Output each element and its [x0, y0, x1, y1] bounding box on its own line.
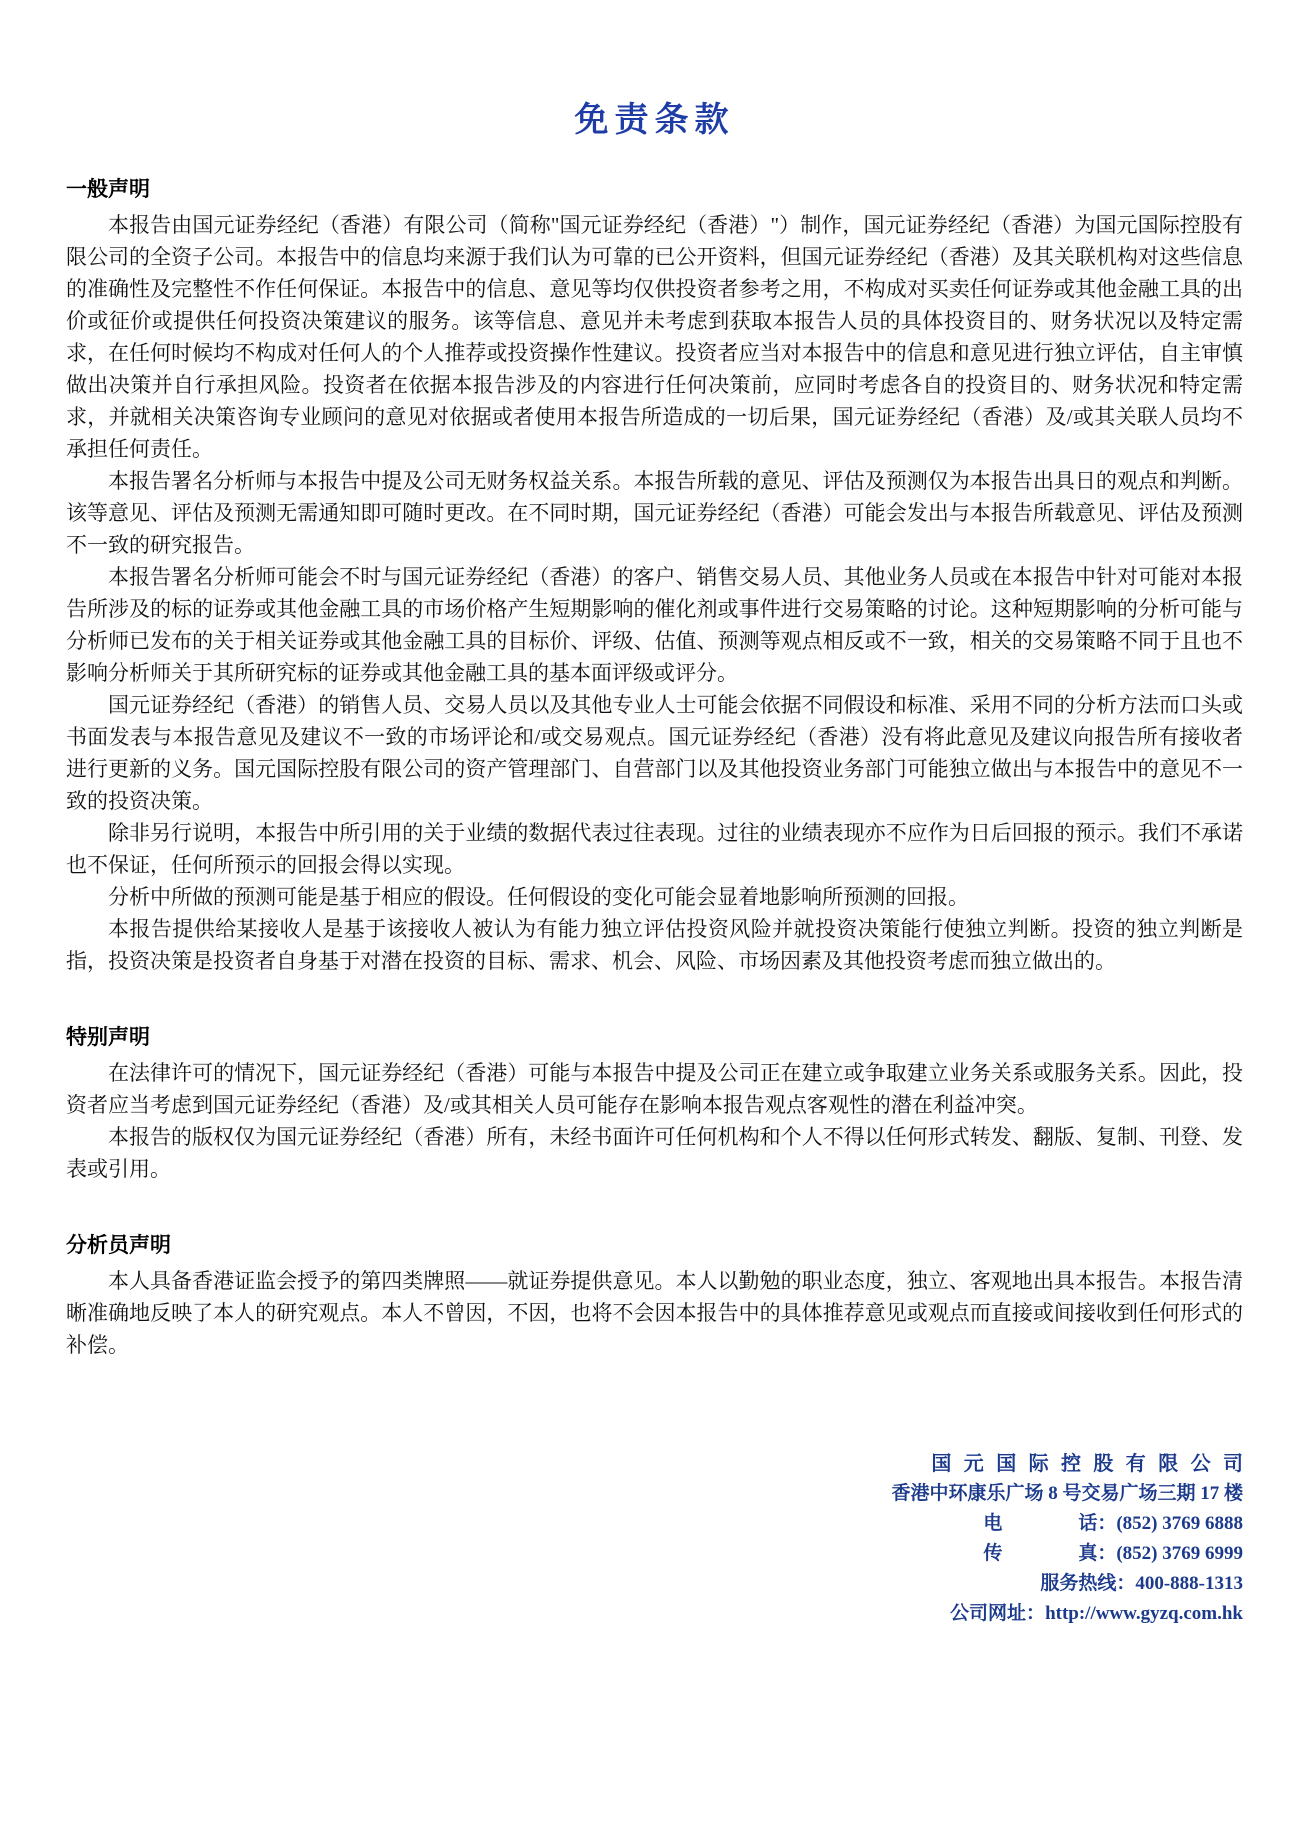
footer: [66, 1449, 1256, 1629]
footer-hotline-line: [66, 1569, 1243, 1599]
footer-company-name: 国元国际控股有限公司: [931, 1453, 1256, 1475]
footer-address: 香港中环康乐广场 8 号交易广场三期 17 楼: [891, 1483, 1243, 1504]
footer-fax-label: 传 真：: [983, 1543, 1117, 1564]
paragraph: 本人具备香港证监会授予的第四类牌照——就证券提供意见。本人以勤勉的职业态度，独立、客观地出具本报告。本报告清晰准确地反映了本人的研究观点。本人不曾因，不因，也将不会因本报告中的具体推荐意见或观点而直接或间接收到任何形式的补偿。: [66, 1269, 1243, 1357]
section-heading-special-statement: 特别声明: [66, 1025, 150, 1049]
section-heading-general-statement: 一般声明: [66, 177, 150, 201]
footer-website-label: 公司网址：: [950, 1603, 1046, 1624]
paragraph: 在法律许可的情况下，国元证券经纪（香港）可能与本报告中提及公司正在建立或争取建立业务关系或服务关系。因此，投资者应当考虑到国元证券经纪（香港）及/或其相关人员可能存在影响本报告观点客观性的潜在利益冲突。: [66, 1061, 1243, 1117]
footer-fax-number: (852) 3769 6999: [1116, 1543, 1243, 1564]
paragraph: 除非另行说明，本报告中所引用的关于业绩的数据代表过往表现。过往的业绩表现亦不应作为日后回报的预示。我们不承诺也不保证，任何所预示的回报会得以实现。: [66, 821, 1243, 877]
paragraph: 本报告的版权仅为国元证券经纪（香港）所有，未经书面许可任何机构和个人不得以任何形式转发、翻版、复制、刊登、发表或引用。: [66, 1125, 1243, 1181]
paragraph: 本报告署名分析师与本报告中提及公司无财务权益关系。本报告所载的意见、评估及预测仅为本报告出具日的观点和判断。该等意见、评估及预测无需通知即可随时更改。在不同时期，国元证券经纪（香港）可能会发出与本报告所载意见、评估及预测不一致的研究报告。: [66, 469, 1243, 557]
paragraph: 分析中所做的预测可能是基于相应的假设。任何假设的变化可能会显着地影响所预测的回报。: [108, 885, 969, 909]
footer-website-line: [66, 1599, 1243, 1629]
paragraph: 本报告提供给某接收人是基于该接收人被认为有能力独立评估投资风险并就投资决策能行使独立判断。投资的独立判断是指，投资决策是投资者自身基于对潜在投资的目标、需求、机会、风险、市场因素及其他投资考虑而独立做出的。: [66, 917, 1243, 973]
paragraph: 本报告由国元证券经纪（香港）有限公司（简称"国元证券经纪（香港）"）制作，国元证券经纪（香港）为国元国际控股有限公司的全资子公司。本报告中的信息均来源于我们认为可靠的已公开资料，但国元证券经纪（香港）及其关联机构对这些信息的准确性及完整性不作任何保证。本报告中的信息、意见等均仅供投资者参考之用，不构成对买卖任何证券或其他金融工具的出价或征价或提供任何投资决策建议的服务。该等信息、意见并未考虑到获取本报告人员的具体投资目的、财务状况以及特定需求，在任何时候均不构成对任何人的个人推荐或投资操作性建议。投资者应当对本报告中的信息和意见进行独立评估，自主审慎做出决策并自行承担风险。投资者在依据本报告涉及的内容进行任何决策前，应同时考虑各自的投资目的、财务状况和特定需求，并就相关决策咨询专业顾问的意见对依据或者使用本报告所造成的一切后果，国元证券经纪（香港）及/或其关联人员均不承担任何责任。: [66, 213, 1243, 461]
footer-hotline-number: 400-888-1313: [1135, 1573, 1243, 1594]
section-heading-analyst-statement: 分析员声明: [66, 1233, 171, 1257]
footer-phone-line: [66, 1509, 1243, 1539]
footer-website-link[interactable]: http://www.gyzq.com.hk: [1045, 1603, 1243, 1624]
footer-phone-number: (852) 3769 6888: [1116, 1513, 1243, 1534]
footer-phone-label: 电 话：: [983, 1513, 1117, 1534]
paragraph: 国元证券经纪（香港）的销售人员、交易人员以及其他专业人士可能会依据不同假设和标准、采用不同的分析方法而口头或书面发表与本报告意见及建议不一致的市场评论和/或交易观点。国元证券经纪（香港）没有将此意见及建议向报告所有接收者进行更新的义务。国元国际控股有限公司的资产管理部门、自营部门以及其他投资业务部门可能独立做出与本报告中的意见不一致的投资决策。: [66, 693, 1243, 813]
footer-hotline-label: 服务热线：: [1040, 1573, 1136, 1594]
paragraph: 本报告署名分析师可能会不时与国元证券经纪（香港）的客户、销售交易人员、其他业务人员或在本报告中针对可能对本报告所涉及的标的证券或其他金融工具的市场价格产生短期影响的催化剂或事件进行交易策略的讨论。这种短期影响的分析可能与分析师已发布的关于相关证券或其他金融工具的目标价、评级、估值、预测等观点相反或不一致，相关的交易策略不同于且也不影响分析师关于其所研究标的证券或其他金融工具的基本面评级或评分。: [66, 565, 1243, 685]
footer-fax-line: [66, 1539, 1243, 1569]
page-title: 免责条款: [574, 102, 735, 139]
